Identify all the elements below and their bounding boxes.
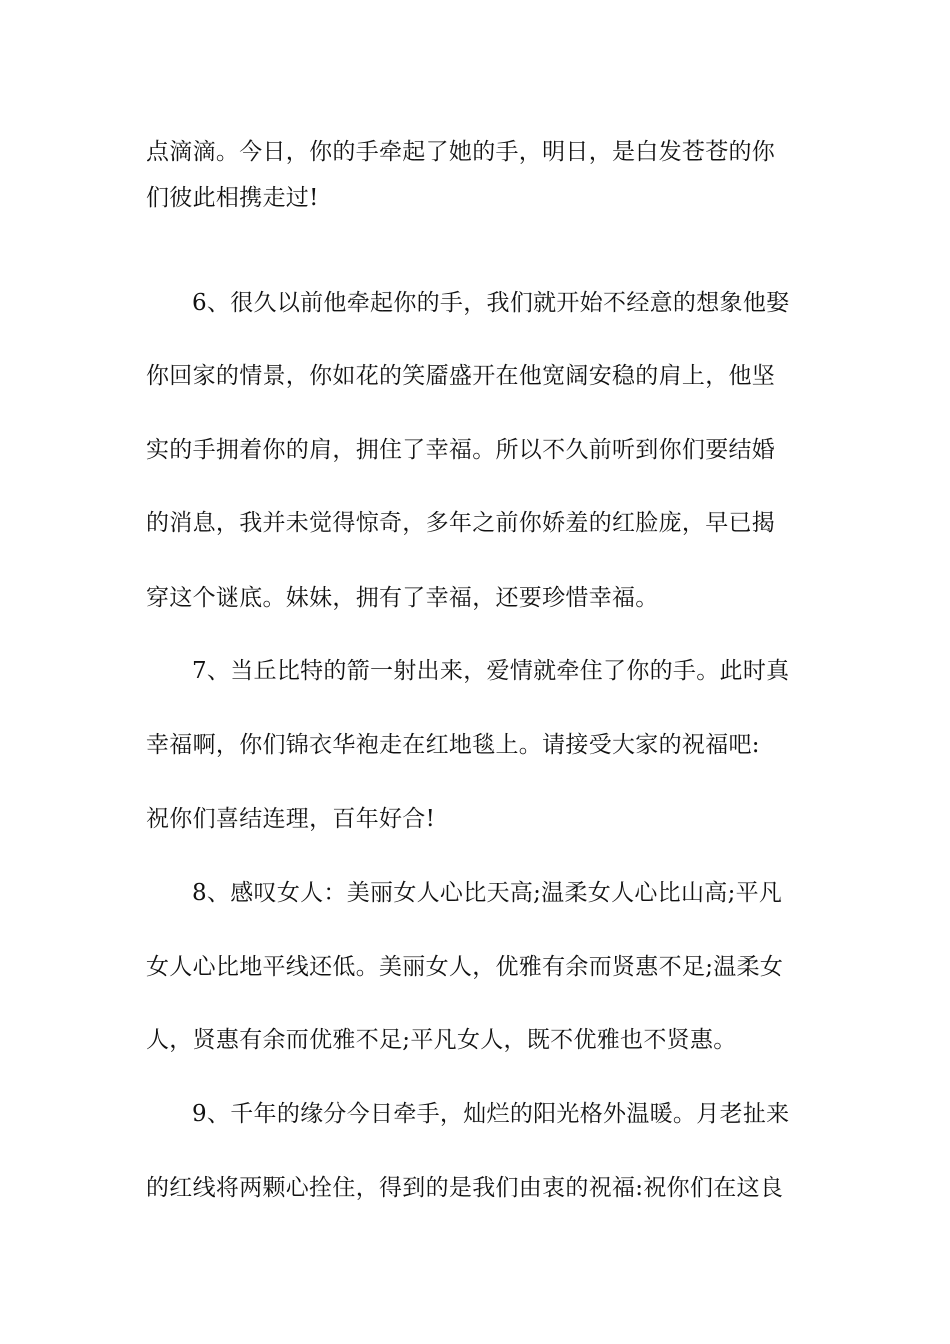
text-line: 女人心比地平线还低。美丽女人，优雅有余而贤惠不足;温柔女 (146, 954, 784, 980)
text-line: 的红线将两颗心拴住，得到的是我们由衷的祝福:祝你们在这良 (146, 1175, 784, 1201)
text-line: 祝你们喜结连理，百年好合! (146, 806, 436, 832)
text-line: 的消息，我并未觉得惊奇，多年之前你娇羞的红脸庞，早已揭 (146, 510, 776, 536)
text-line: 实的手拥着你的肩，拥住了幸福。所以不久前听到你们要结婚 (146, 437, 776, 463)
paragraph-8-first-line: 8、感叹女人：美丽女人心比天高;温柔女人心比山高;平凡 (192, 880, 783, 906)
text-line: 人，贤惠有余而优雅不足;平凡女人，既不优雅也不贤惠。 (146, 1027, 737, 1053)
text-line: 点滴滴。今日，你的手牵起了她的手，明日，是白发苍苍的你 (146, 139, 776, 165)
text-line: 你回家的情景，你如花的笑靥盛开在他宽阔安稳的肩上，他坚 (146, 363, 776, 389)
text-line: 们彼此相携走过! (146, 185, 319, 211)
paragraph-6-first-line: 6、很久以前他牵起你的手，我们就开始不经意的想象他娶 (192, 290, 790, 316)
paragraph-9-first-line: 9、千年的缘分今日牵手，灿烂的阳光格外温暖。月老扯来 (192, 1101, 790, 1127)
paragraph-7-first-line: 7、当丘比特的箭一射出来，爱情就牵住了你的手。此时真 (192, 658, 790, 684)
text-line: 幸福啊，你们锦衣华袍走在红地毯上。请接受大家的祝福吧: (146, 732, 760, 758)
text-line: 穿这个谜底。妹妹，拥有了幸福，还要珍惜幸福。 (146, 585, 659, 611)
